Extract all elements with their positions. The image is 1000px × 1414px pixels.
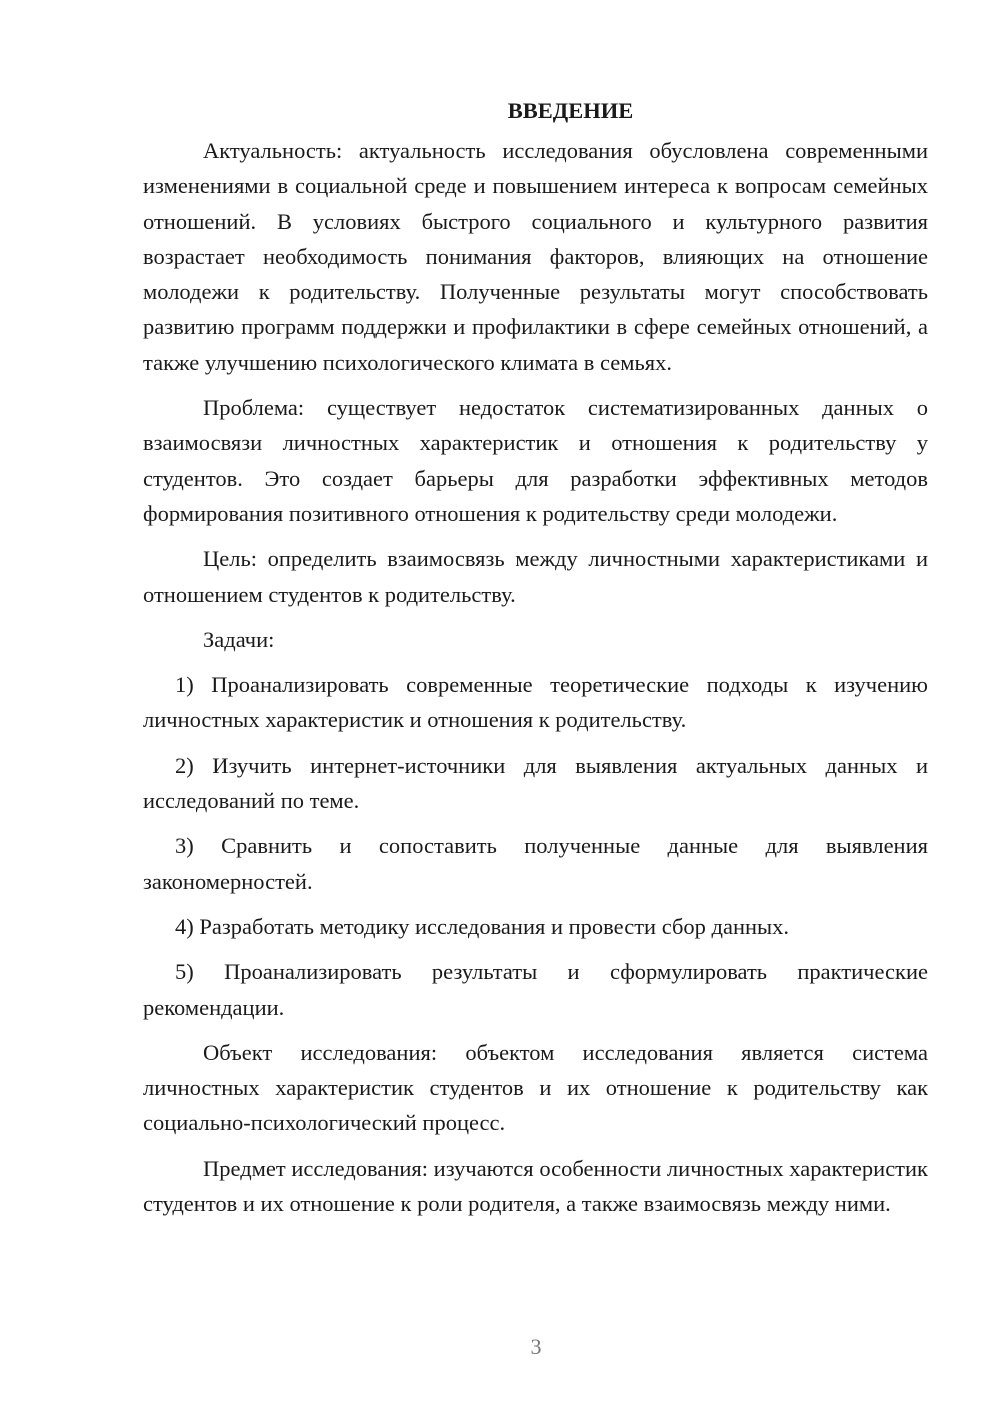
subject-paragraph: Предмет исследования: изучаются особенности личностных характеристик студентов и их отношение к роли родителя, а также взаимосвязь между ними. <box>143 1155 928 1217</box>
page-content <box>143 96 928 1221</box>
goal-paragraph: Цель: определить взаимосвязь между личностными характеристиками и отношением студентов к родительству. <box>143 546 928 607</box>
task-item-1: 1) Проанализировать современные теоретические подходы к изучению личностных характеристик и отношения к родительству. <box>143 672 928 733</box>
task-item-2: 2) Изучить интернет-источники для выявления актуальных данных и исследований по теме. <box>143 752 928 814</box>
page-number: 3 <box>530 1334 542 1359</box>
task-item-3: 3) Сравнить и сопоставить полученные данные для выявления закономерностей. <box>143 833 928 894</box>
tasks-heading: Задачи: <box>203 626 275 652</box>
object-paragraph: Объект исследования: объектом исследования является система личностных характеристик студентов и их отношение к родительству как социально-психологический процесс. <box>143 1039 928 1136</box>
relevance-paragraph: Актуальность: актуальность исследования обусловлена современными изменениями в социальной среде и повышением интереса к вопросам семейных отношений. В условиях быстрого социального и культурного развития возрастает необходимость понимания факторов, влияющих на отношение молодежи к родительству. Полученные результаты могут способствовать развитию программ поддержки и профилактики в сфере семейных отношений, а также улучшению психологического климата в семьях. <box>143 138 928 375</box>
task-item-5: 5) Проанализировать результаты и сформулировать практические рекомендации. <box>143 959 928 1020</box>
task-item-4: 4) Разработать методику исследования и провести сбор данных. <box>175 913 790 939</box>
problem-paragraph: Проблема: существует недостаток систематизированных данных о взаимосвязи личностных характеристик и отношения к родительству у студентов. Это создает барьеры для разработки эффективных методов формирования позитивного отношения к родительству среди молодежи. <box>143 395 928 526</box>
page-title: ВВЕДЕНИЕ <box>507 98 634 123</box>
